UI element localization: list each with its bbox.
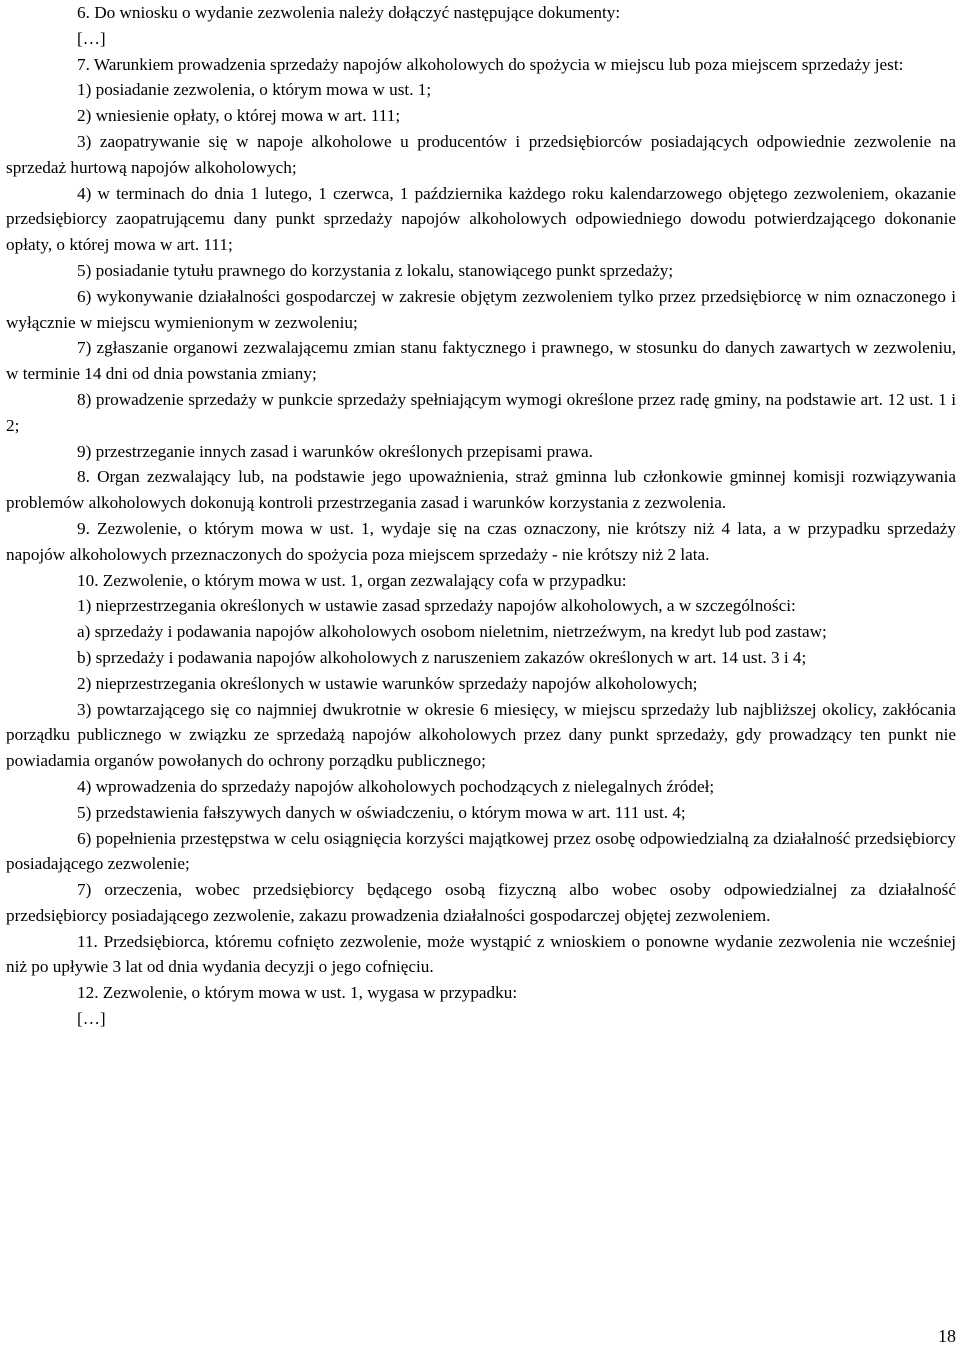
paragraph: 4) w terminach do dnia 1 lutego, 1 czerwca, 1 października każdego roku kalendarzowego objętego zezwoleniem, okazanie przedsiębiorcy zaopatrującemu dany punkt sprzedaży napojów alkoholowych odpowiedniego dowodu potwierdzającego dokonanie opłaty, o której mowa w art. 111;	[6, 183, 956, 255]
paragraph: 3) zaopatrywanie się w napoje alkoholowe u producentów i przedsiębiorców posiadających odpowiednie zezwolenie na sprzedaż hurtową napojów alkoholowych;	[6, 131, 956, 177]
paragraph: […]	[77, 1009, 106, 1029]
page-number: 18	[938, 1326, 956, 1346]
paragraph: 2) nieprzestrzegania określonych w ustawie warunków sprzedaży napojów alkoholowych;	[77, 673, 698, 693]
paragraph: 8. Organ zezwalający lub, na podstawie jego upoważnienia, straż gminna lub członkowie gminnej komisji rozwiązywania problemów alkoholowych dokonują kontroli przestrzegania zasad i warunków korzystania z zezwolenia.	[6, 467, 956, 513]
paragraph: 6. Do wniosku o wydanie zezwolenia należy dołączyć następujące dokumenty:	[77, 3, 621, 22]
paragraph: b) sprzedaży i podawania napojów alkoholowych z naruszeniem zakazów określonych w art. 14 ust. 3 i 4;	[77, 647, 807, 667]
paragraph: a) sprzedaży i podawania napojów alkoholowych osobom nieletnim, nietrzeźwym, na kredyt lub pod zastaw;	[77, 622, 827, 642]
paragraph: 2) wniesienie opłaty, o której mowa w art. 111;	[77, 106, 401, 126]
paragraph: 6) popełnienia przestępstwa w celu osiągnięcia korzyści majątkowej przez osobę odpowiedzialną za działalność przedsiębiorcy posiadającego zezwolenie;	[6, 828, 956, 874]
paragraph: 1) nieprzestrzegania określonych w ustawie zasad sprzedaży napojów alkoholowych, a w szczególności:	[77, 596, 796, 616]
paragraph: 5) przedstawienia fałszywych danych w oświadczeniu, o którym mowa w art. 111 ust. 4;	[77, 802, 686, 822]
paragraph: 5) posiadanie tytułu prawnego do korzystania z lokalu, stanowiącego punkt sprzedaży;	[77, 260, 674, 280]
paragraph: 10. Zezwolenie, o którym mowa w ust. 1, organ zezwalający cofa w przypadku:	[77, 570, 627, 590]
paragraph: 6) wykonywanie działalności gospodarczej w zakresie objętym zezwoleniem tylko przez przedsiębiorcę w nim oznaczonego i wyłącznie w miejscu wymienionym w zezwoleniu;	[6, 286, 956, 332]
paragraph: 8) prowadzenie sprzedaży w punkcie sprzedaży spełniającym wymogi określone przez radę gminy, na podstawie art. 12 ust. 1 i 2;	[6, 389, 956, 435]
paragraph: 7) zgłaszanie organowi zezwalającemu zmian stanu faktycznego i prawnego, w stosunku do danych zawartych w zezwoleniu, w terminie 14 dni od dnia powstania zmiany;	[6, 338, 956, 384]
document-body	[6, 0, 956, 1032]
paragraph: 7) orzeczenia, wobec przedsiębiorcy będącego osobą fizyczną albo wobec osoby odpowiedzialnej za działalność przedsiębiorcy posiadającego zezwolenie, zakazu prowadzenia działalności gospodarczej objętej zezwoleniem.	[6, 880, 956, 925]
paragraph: 7. Warunkiem prowadzenia sprzedaży napojów alkoholowych do spożycia w miejscu lub poza miejscem sprzedaży jest:	[77, 54, 904, 74]
paragraph: […]	[77, 28, 106, 48]
paragraph: 9. Zezwolenie, o którym mowa w ust. 1, wydaje się na czas oznaczony, nie krótszy niż 4 lata, a w przypadku sprzedaży napojów alkoholowych przeznaczonych do spożycia poza miejscem sprzedaży - nie krótszy niż 2 lata.	[6, 518, 956, 564]
paragraph: 9) przestrzeganie innych zasad i warunków określonych przepisami prawa.	[77, 441, 593, 461]
paragraph: 3) powtarzającego się co najmniej dwukrotnie w okresie 6 miesięcy, w miejscu sprzedaży lub najbliższej okolicy, zakłócania porządku publicznego w związku ze sprzedażą napojów alkoholowych przez dany punkt sprzedaży, gdy prowadzący ten punkt nie powiadamia organów powołanych do ochrony porządku publicznego;	[6, 699, 956, 771]
paragraph: 11. Przedsiębiorca, któremu cofnięto zezwolenie, może wystąpić z wnioskiem o ponowne wydanie zezwolenia nie wcześniej niż po upływie 3 lat od dnia wydania decyzji o jego cofnięciu.	[6, 931, 956, 977]
paragraph: 12. Zezwolenie, o którym mowa w ust. 1, wygasa w przypadku:	[77, 983, 518, 1003]
paragraph: 1) posiadanie zezwolenia, o którym mowa w ust. 1;	[77, 80, 432, 100]
paragraph: 4) wprowadzenia do sprzedaży napojów alkoholowych pochodzących z nielegalnych źródeł;	[77, 776, 715, 796]
